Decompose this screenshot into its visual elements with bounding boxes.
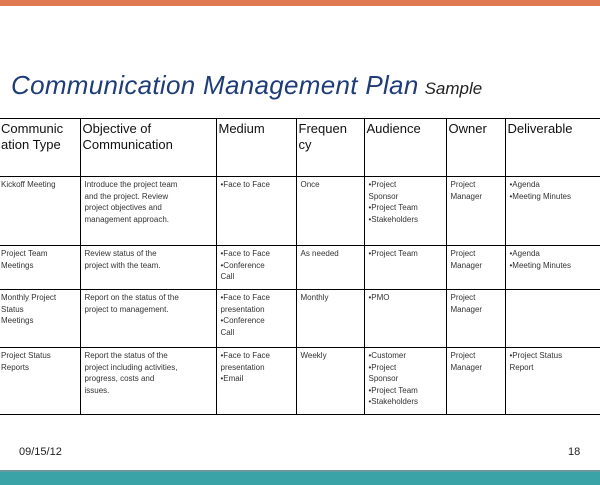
cell-line: •Project Team — [368, 385, 418, 395]
header-frequency — [296, 119, 364, 177]
cell-line: Call — [220, 272, 235, 281]
cell-line: •Customer — [368, 351, 406, 360]
footer-date: 09/15/12 — [19, 446, 62, 458]
cell-audience — [364, 246, 446, 290]
cell-communication-type — [0, 348, 80, 415]
cell-line: •Conference — [220, 260, 265, 270]
header-line: cy — [298, 137, 312, 152]
cell-line: Report — [509, 362, 534, 372]
cell-line: Call — [220, 327, 235, 337]
cell-line: •Project — [368, 362, 397, 372]
cell-line: management approach. — [84, 214, 169, 224]
cell-line: project with the team. — [84, 260, 161, 270]
header-line: Deliverable — [507, 121, 573, 136]
cell-deliverable — [505, 348, 600, 415]
cell-line: Project — [450, 180, 476, 189]
title-sub: Sample — [424, 79, 483, 98]
cell-line: project objectives and — [84, 203, 162, 212]
cell-line: •Project Team — [368, 203, 418, 212]
cell-line: Manager — [450, 304, 483, 314]
cell-communication-type — [0, 246, 80, 290]
cell-communication-type — [0, 177, 80, 246]
cell-line: issues. — [84, 385, 110, 395]
top-accent-bar — [0, 0, 600, 6]
cell-line: Project — [450, 249, 476, 258]
cell-line: •Project Team — [368, 249, 418, 258]
page-number: 18 — [568, 446, 581, 458]
bottom-accent-bar — [0, 472, 600, 485]
cell-line: •PMO — [368, 293, 390, 302]
cell-line: project to management. — [84, 304, 169, 314]
cell-medium — [216, 348, 296, 415]
cell-line: Monthly Project — [1, 293, 57, 302]
header-row — [0, 119, 600, 177]
cell-deliverable — [505, 177, 600, 246]
cell-audience — [364, 290, 446, 348]
header-line: Communication — [82, 137, 173, 152]
cell-medium — [216, 177, 296, 246]
cell-owner — [446, 246, 505, 290]
table-row — [0, 348, 600, 415]
cell-line: As needed — [300, 249, 339, 258]
cell-owner — [446, 348, 505, 415]
cell-line: Once — [300, 180, 320, 189]
cell-line: Sponsor — [368, 374, 399, 383]
cell-line: •Face to Face — [220, 293, 270, 302]
cell-line: Meetings — [1, 260, 34, 270]
cell-line: •Agenda — [509, 249, 540, 258]
cell-line: progress, costs and — [84, 374, 155, 383]
cell-objective — [80, 290, 216, 348]
cell-line: •Stakeholders — [368, 214, 418, 224]
cell-line: •Face to Face — [220, 249, 270, 258]
cell-line: Meetings — [1, 316, 34, 325]
header-audience — [364, 119, 446, 177]
cell-line: Project Team — [1, 249, 48, 258]
cell-line: Kickoff Meeting — [1, 180, 56, 189]
cell-deliverable — [505, 246, 600, 290]
cell-owner — [446, 177, 505, 246]
cell-objective — [80, 246, 216, 290]
title-main: Communication Management Plan — [11, 70, 419, 100]
cell-line: •Stakeholders — [368, 397, 418, 406]
slide-title — [11, 70, 482, 101]
cell-deliverable — [505, 290, 600, 348]
cell-frequency — [296, 348, 364, 415]
cell-line: Manager — [450, 362, 483, 372]
cell-line: Project Status — [1, 351, 51, 360]
table-row — [0, 246, 600, 290]
header-line: Objective of — [82, 121, 152, 136]
header-deliverable — [505, 119, 600, 177]
cell-audience — [364, 177, 446, 246]
table-row — [0, 290, 600, 348]
cell-line: •Meeting Minutes — [509, 191, 571, 201]
header-objective — [80, 119, 216, 177]
cell-line: •Face to Face — [220, 351, 270, 360]
cell-line: Status — [1, 304, 24, 314]
cell-line: Introduce the project team — [84, 180, 178, 189]
cell-audience — [364, 348, 446, 415]
header-line: Communic — [1, 121, 64, 136]
cell-line: presentation — [220, 362, 265, 372]
cell-line: Report the status of the — [84, 351, 168, 360]
cell-medium — [216, 290, 296, 348]
table-row — [0, 177, 600, 246]
cell-line: Sponsor — [368, 191, 399, 201]
header-line: Audience — [366, 121, 421, 136]
cell-line: •Project Status — [509, 351, 563, 360]
cell-line: Reports — [1, 362, 30, 372]
header-owner — [446, 119, 505, 177]
cell-line: Monthly — [300, 293, 329, 302]
cell-line: •Conference — [220, 316, 265, 325]
cell-line: Project — [450, 351, 476, 360]
cell-communication-type — [0, 290, 80, 348]
header-medium — [216, 119, 296, 177]
cell-line: •Email — [220, 374, 244, 383]
header-line: ation Type — [1, 137, 61, 152]
cell-frequency — [296, 246, 364, 290]
cell-line: project including activities, — [84, 362, 178, 372]
cell-line: presentation — [220, 304, 265, 314]
cell-objective — [80, 348, 216, 415]
communication-plan-table — [0, 118, 600, 415]
cell-line: Manager — [450, 191, 483, 201]
header-line: Owner — [448, 121, 487, 136]
cell-line: Review status of the — [84, 249, 157, 258]
cell-line: •Face to Face — [220, 180, 270, 189]
cell-line: •Project — [368, 180, 397, 189]
cell-line: •Meeting Minutes — [509, 260, 571, 270]
header-communication-type — [0, 119, 80, 177]
cell-line: Project — [450, 293, 476, 302]
cell-line: and the project. Review — [84, 191, 169, 201]
cell-line: Report on the status of the — [84, 293, 179, 302]
header-line: Medium — [218, 121, 265, 136]
cell-frequency — [296, 290, 364, 348]
cell-line: Weekly — [300, 351, 327, 360]
cell-owner — [446, 290, 505, 348]
cell-line: Manager — [450, 260, 483, 270]
cell-frequency — [296, 177, 364, 246]
cell-line: •Agenda — [509, 180, 540, 189]
header-line: Frequen — [298, 121, 347, 136]
cell-medium — [216, 246, 296, 290]
cell-objective — [80, 177, 216, 246]
